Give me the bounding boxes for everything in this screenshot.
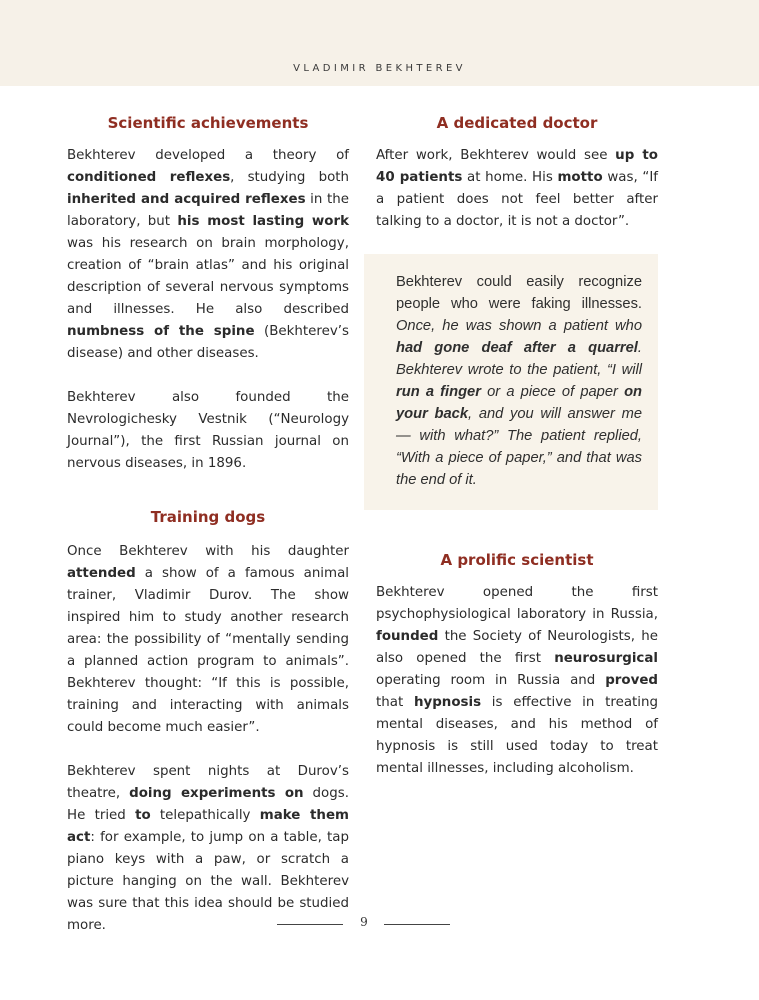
emphasis-text: up to 40 patients	[376, 148, 658, 185]
body-text: in the laboratory, but	[67, 192, 349, 229]
body-text: Bekhterev developed a theory of	[67, 148, 349, 163]
body-text: dogs. He tried	[67, 786, 349, 823]
emphasis-text: inherited and acquired reflexes	[67, 192, 306, 207]
body-text: operating room in Russia and	[376, 673, 606, 688]
body-text: Once, he was shown a patient who	[396, 318, 642, 334]
page-footer	[0, 915, 759, 935]
footer-rule-left	[277, 924, 343, 925]
body-text: After work, Bekhterev would see	[376, 148, 616, 163]
emphasis-text: his most lasting work	[177, 214, 349, 229]
heading-prolific-scientist: A prolific scientist	[440, 551, 594, 569]
prolific-section	[376, 548, 658, 780]
running-title: VLADIMIR BEKHTEREV	[293, 63, 466, 74]
emphasis-text: doing experiments on	[129, 786, 304, 801]
body-text: or a piece of paper	[480, 384, 625, 400]
emphasis-text: hypnosis	[413, 695, 482, 710]
body-text: Bekhterev opened the first psychophysiological laboratory in Russia,	[376, 585, 658, 622]
body-text: is effective in treating mental diseases, and his method of hypnosis is still used today to treat mental illnesses, including alcoholism.	[376, 695, 658, 776]
page-number: 9	[360, 915, 368, 929]
body-text: , studying both	[230, 170, 349, 185]
body-text: that	[376, 695, 414, 710]
body-text: at home. His	[462, 170, 558, 185]
paragraph-training-1	[67, 541, 349, 739]
body-text: Bekhterev also founded the Nevrologichesky Vestnik (“Neurology Journal”), the first Russian journal on nervous diseases, in 1896.	[67, 390, 349, 471]
emphasis-text: had gone deaf after a quarrel	[396, 340, 638, 356]
heading-dedicated-doctor: A dedicated doctor	[436, 114, 598, 132]
page-header	[0, 0, 759, 86]
paragraph-prolific-1	[376, 582, 658, 780]
body-text: was, “If a patient does not feel better after talking to a doctor, it is not a doctor”.	[376, 170, 658, 229]
emphasis-text: on your back	[396, 384, 643, 422]
quote-italic	[396, 318, 642, 488]
emphasis-text: conditioned reflexes	[67, 170, 231, 185]
body-text: : for example, to jump on a table, tap piano keys with a paw, or scratch a picture hanging on the wall. Bekhterev was sure that this idea should be studied more.	[67, 830, 349, 933]
paragraph-scientific-2	[67, 387, 349, 475]
emphasis-text: to	[135, 808, 151, 823]
body-text: telepathically	[150, 808, 260, 823]
heading-scientific-achievements: Scientific achievements	[107, 114, 309, 132]
body-text: , and you will answer me — with what?” The patient replied, “With a piece of paper,” and that was the end of it.	[396, 406, 642, 488]
body-text: Once Bekhterev with his daughter	[67, 544, 349, 559]
body-text: Bekhterev spent nights at Durov’s theatre,	[67, 764, 349, 801]
heading-training-dogs: Training dogs	[150, 508, 266, 526]
body-text: a show of a famous animal trainer, Vladimir Durov. The show inspired him to study another research area: the possibility of “mentally sending a planned action program to animals”. Bekhterev thought: “If this is possible, training and interacting with animals could become much easier”.	[67, 566, 349, 735]
emphasis-text: make them act	[67, 808, 350, 845]
emphasis-text: numbness of the spine	[67, 324, 255, 339]
body-text: (Bekhterev’s disease) and other diseases.	[67, 324, 349, 361]
emphasis-text: run a finger	[396, 384, 481, 400]
right-column	[376, 111, 658, 233]
paragraph-training-2	[67, 761, 349, 937]
quote-text	[396, 271, 642, 491]
emphasis-text: proved	[605, 673, 658, 688]
paragraph-scientific-1	[67, 145, 349, 365]
footer-rule-right	[384, 924, 450, 925]
emphasis-text: motto	[557, 170, 603, 185]
emphasis-text: founded	[376, 629, 439, 644]
body-text: was his research on brain morphology, creation of “brain atlas” and his original description of several nervous symptoms and illnesses. He also described	[67, 236, 349, 317]
emphasis-text: attended	[67, 566, 136, 581]
quote-lead: Bekhterev could easily recognize people who were faking illnesses.	[396, 274, 642, 312]
body-text: the Society of Neurologists, he also opened the first	[376, 629, 658, 666]
quote-box	[364, 254, 658, 510]
left-column	[67, 111, 349, 937]
body-text: . Bekhterev wrote to the patient, “I will	[396, 340, 642, 378]
emphasis-text: neurosurgical	[554, 651, 658, 666]
paragraph-doctor-1	[376, 145, 658, 233]
